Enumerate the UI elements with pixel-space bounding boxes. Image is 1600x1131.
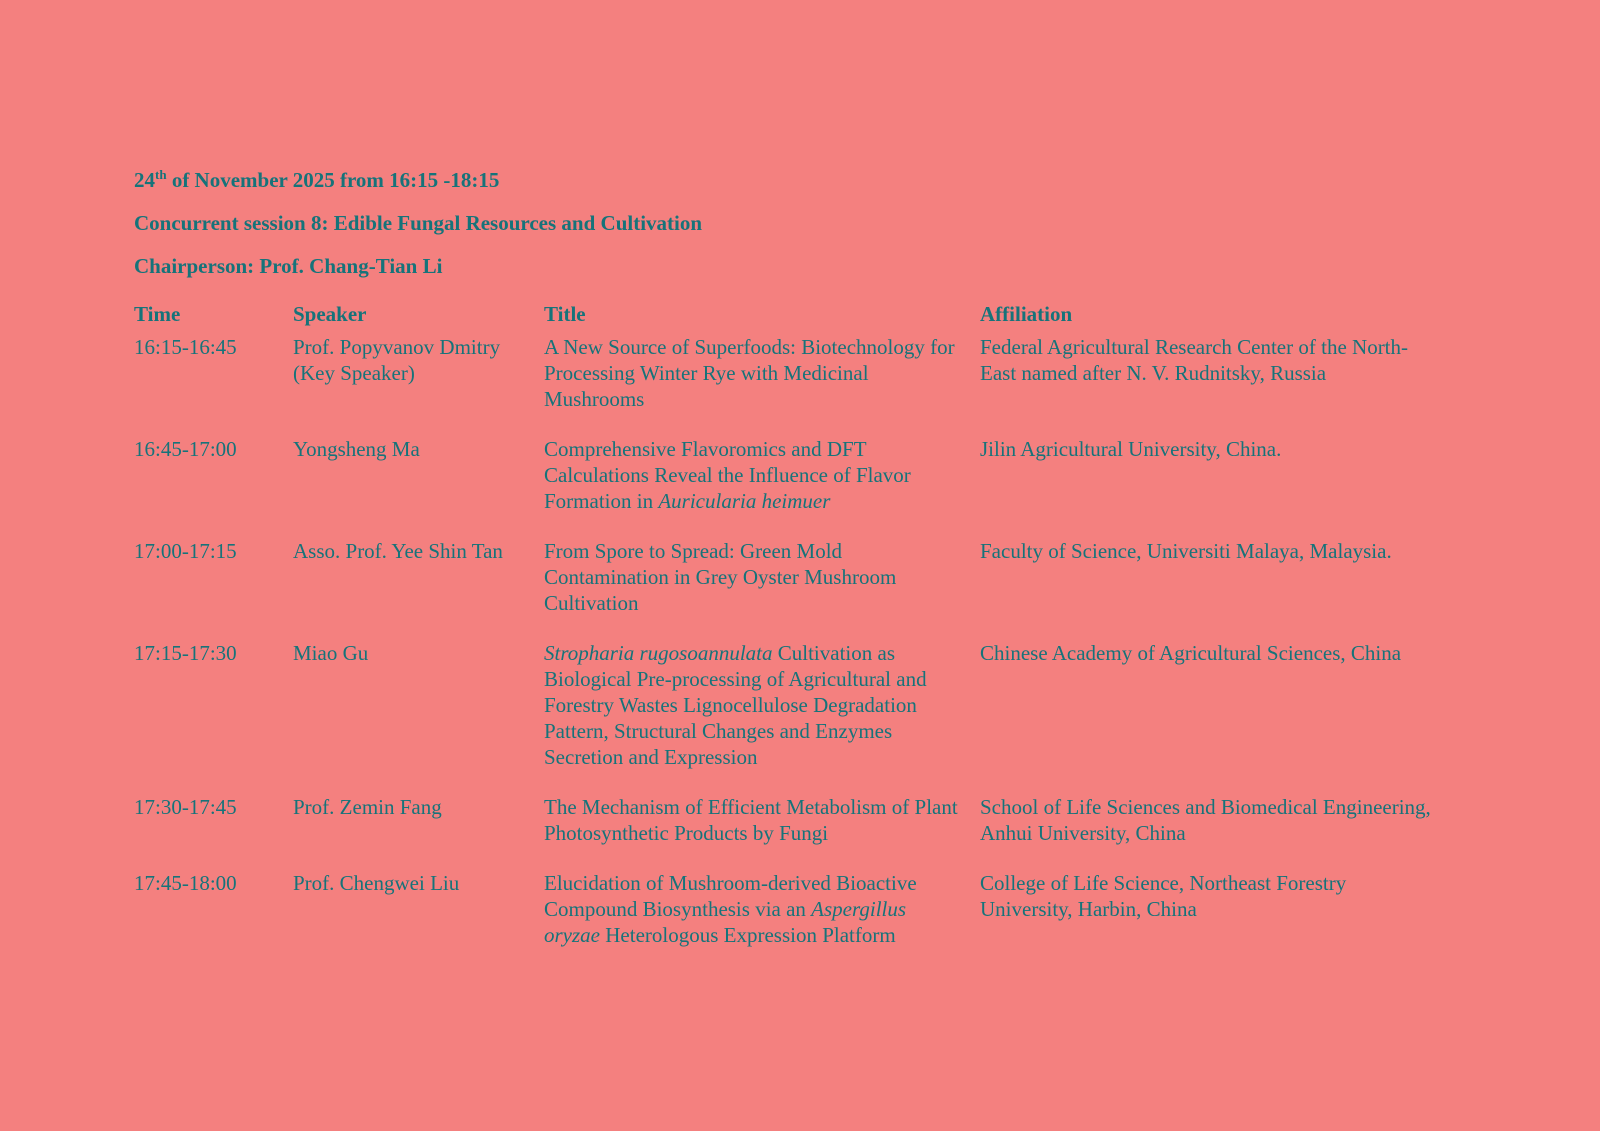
cell-title: [544, 436, 980, 514]
cell-affiliation: School of Life Sciences and Biomedical Engineering, Anhui University, China: [980, 795, 1431, 845]
session-chairperson: Chairperson: Prof. Chang-Tian Li: [134, 254, 443, 278]
cell-time: 17:30-17:45: [134, 795, 237, 819]
cell-time: 16:45-17:00: [134, 437, 237, 461]
cell-time: 17:00-17:15: [134, 539, 237, 563]
date-ordinal-suffix: th: [155, 167, 167, 182]
title-segment: A New Source of Superfoods: Biotechnology for Processing Winter Rye with Medicinal Mushrooms: [544, 335, 955, 411]
date-rest: of November 2025 from 16:15 -18:15: [166, 168, 500, 192]
cell-title: [544, 334, 980, 412]
table-body: [134, 334, 1450, 948]
cell-affiliation: Jilin Agricultural University, China.: [980, 437, 1282, 461]
cell-speaker: Asso. Prof. Yee Shin Tan: [293, 539, 503, 563]
table-header-row: [134, 301, 1450, 327]
cell-affiliation: Faculty of Science, Universiti Malaya, Malaysia.: [980, 539, 1392, 563]
table-row: [134, 640, 1450, 770]
cell-title: [544, 870, 980, 948]
cell-speaker: Prof. Chengwei Liu: [293, 871, 460, 895]
cell-affiliation: College of Life Science, Northeast Forestry University, Harbin, China: [980, 871, 1347, 921]
title-segment: The Mechanism of Efficient Metabolism of Plant Photosynthetic Products by Fungi: [544, 795, 958, 845]
date-day: 24: [134, 168, 155, 192]
cell-time: 17:15-17:30: [134, 641, 237, 665]
title-segment: Cultivation as Biological Pre-processing of Agricultural and Forestry Wastes Lignocellulose Degradation Pattern, Structural Changes and Enzymes Secretion and Expression: [544, 641, 927, 769]
cell-affiliation: Federal Agricultural Research Center of the North-East named after N. V. Rudnitsky, Russia: [980, 335, 1409, 385]
cell-time: 17:45-18:00: [134, 871, 237, 895]
title-segment-italic: Stropharia rugosoannulata: [544, 641, 773, 665]
cell-speaker: Prof. Popyvanov Dmitry (Key Speaker): [293, 335, 501, 385]
cell-time: 16:15-16:45: [134, 335, 237, 359]
column-header-speaker: Speaker: [293, 302, 367, 326]
cell-speaker: Prof. Zemin Fang: [293, 795, 442, 819]
table-row: [134, 334, 1450, 412]
cell-speaker: Miao Gu: [293, 641, 369, 665]
schedule-table: [134, 301, 1450, 948]
session-title: Concurrent session 8: Edible Fungal Resources and Cultivation: [134, 211, 703, 235]
column-header-title: Title: [544, 302, 586, 326]
cell-speaker: Yongsheng Ma: [293, 437, 420, 461]
table-row: [134, 538, 1450, 616]
session-header: [134, 167, 1450, 279]
session-datetime: [134, 167, 1450, 193]
table-row: [134, 436, 1450, 514]
column-header-affiliation: Affiliation: [980, 302, 1073, 326]
cell-title: [544, 538, 980, 616]
cell-affiliation: Chinese Academy of Agricultural Sciences, China: [980, 641, 1402, 665]
title-segment-italic: Aspergillus oryzae: [544, 897, 907, 947]
title-segment-italic: Auricularia heimuer: [658, 489, 831, 513]
title-segment: Elucidation of Mushroom-derived Bioactive Compound Biosynthesis via an: [544, 871, 917, 921]
title-segment: Comprehensive Flavoromics and DFT Calculations Reveal the Influence of Flavor Formation in: [544, 437, 911, 513]
title-segment: Heterologous Expression Platform: [600, 923, 896, 947]
cell-title: [544, 794, 980, 846]
cell-title: [544, 640, 980, 770]
title-segment: From Spore to Spread: Green Mold Contamination in Grey Oyster Mushroom Cultivation: [544, 539, 897, 615]
table-row: [134, 870, 1450, 948]
table-row: [134, 794, 1450, 846]
column-header-time: Time: [134, 302, 181, 326]
